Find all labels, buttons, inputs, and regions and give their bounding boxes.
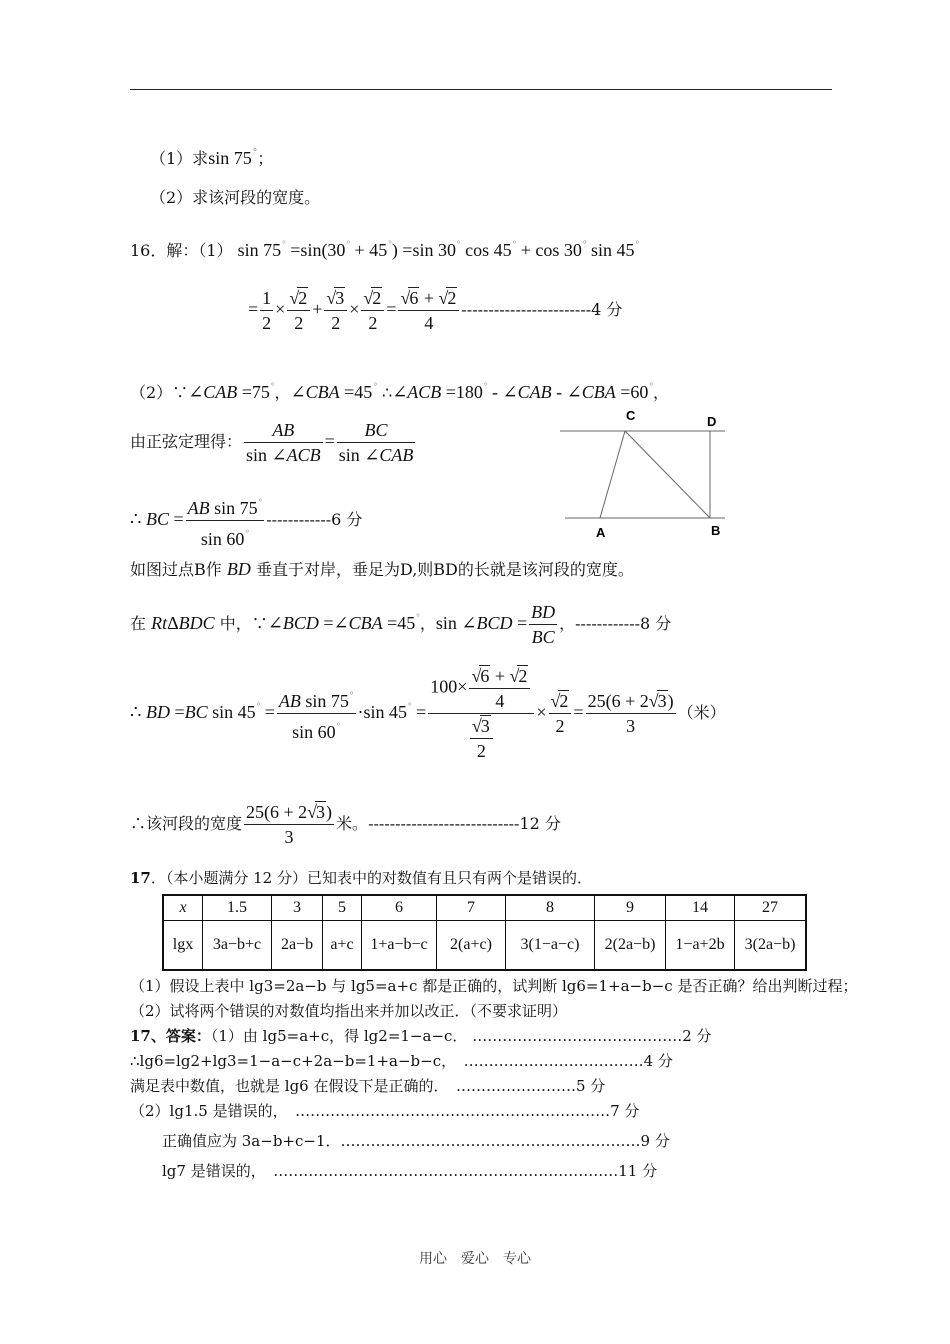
table-cell: 3a−b+c [203, 921, 272, 971]
q16-sine-law: 由正弦定理得： $\frac{AB}{\text{sin ∠ACB}}$ = $\frac{BC}{\text{sin ∠CAB}}$ [130, 420, 414, 465]
table-cell: 9 [595, 895, 666, 921]
q16-part2: （2）求该河段的宽度。 [150, 188, 321, 207]
q16-part1: （1）求sin 75°； [150, 148, 274, 168]
header-rule [130, 89, 832, 90]
q17-answer2: ∴lg6=lg2+lg3=1−a−c+2a−b=1+a−b−c， ………………………………4 分 [130, 1052, 673, 1070]
table-cell: 5 [323, 895, 362, 921]
table-cell: 1+a−b−c [362, 921, 437, 971]
table-cell: 1.5 [203, 895, 272, 921]
q17-answer1: 17、答案：（1）由 lg5=a+c，得 lg2=1−a−c． ……………………………………2 分 [130, 1027, 712, 1045]
label-B: B [711, 523, 721, 538]
table-cell: lgx [163, 921, 203, 971]
q17-answer3: 满足表中数值，也就是 lg6 在假设下是正确的． ……………………5 分 [130, 1077, 606, 1095]
q17-heading: 17．（本小题满分 12 分）已知表中的对数值有且只有两个是错误的． [130, 869, 593, 887]
table-cell: 7 [437, 895, 506, 921]
table-cell: 6 [362, 895, 437, 921]
q16-bd-text: 如图过点B作 BD 垂直于对岸，垂足为D,则BD的长就是该河段的宽度。 [130, 559, 634, 579]
table-cell: a+c [323, 921, 362, 971]
q17-answer4: （2）lg1.5 是错误的， ………………………………………………………7 分 [130, 1102, 640, 1120]
table-cell: 2(2a−b) [595, 921, 666, 971]
q16-bc-formula: ∴ BC = $\frac{AB \sin 75^\circ}{\sin 60^\circ}$ ------------6 分 [130, 490, 362, 551]
table-cell: 2a−b [272, 921, 323, 971]
segment-CB [625, 431, 710, 518]
table-cell: 3 [272, 895, 323, 921]
table-value-row [163, 921, 806, 971]
q16-width-text: ∴该河段的宽度 $\frac{25(6 + 2√3)}{3}$ 米。----------------------------12 分 [130, 802, 561, 847]
q16-solution-line1: 16．解：（1） sin 75° =sin(30° + 45°) =sin 30° cos 45° + cos 30° sin 45° [130, 239, 640, 260]
table-cell: 27 [735, 895, 807, 921]
q17-question1: （1）假设上表中 lg3=2a−b 与 lg5=a+c 都是正确的，试判断 lg6=1+a−b−c 是否正确？给出判断过程； [130, 977, 858, 995]
table-cell: 3(1−a−c) [506, 921, 595, 971]
table-cell: 1−a+2b [666, 921, 735, 971]
q16-rt-text: 在 RtΔBDC 中，∵∠BCD =∠CBA =45°，sin ∠BCD = $\frac{BD}{BC}$ ，------------8 分 [130, 602, 672, 647]
table-cell: 8 [506, 895, 595, 921]
q17-question2: （2）试将两个错误的对数值均指出来并加以改正．（不要求证明） [130, 1002, 568, 1020]
table-cell: 2(a+c) [437, 921, 506, 971]
q16-bd-formula: ∴ BD =BC sin 45° = $\frac{AB \sin 75^\circ}{\sin 60^\circ}$ ·sin 45° = 100× $\frac{√6 + √2}{4}$ $\frac{√3}{2}$ × $\frac{√2}{2}$ = $\frac{25(6 + 2√3)}{3}$ （米） [130, 666, 726, 761]
label-C: C [626, 408, 636, 423]
page-footer: 用心 爱心 专心 [419, 1251, 531, 1267]
table-cell: x [163, 895, 203, 921]
table-cell: 3(2a−b) [735, 921, 807, 971]
q17-answer6: lg7 是错误的， ……………………………………………………………11 分 [162, 1162, 658, 1180]
log-table [162, 894, 807, 971]
q17-answer5: 正确值应为 3a−b+c−1．……………………………………………………9 分 [162, 1132, 670, 1150]
q16-sol2-line: （2）∵∠CAB =75°，∠CBA =45° ∴∠ACB =180° - ∠CAB - ∠CBA =60°， [130, 381, 669, 402]
river-figure [555, 405, 730, 545]
label-D: D [707, 414, 717, 429]
table-cell: 14 [666, 895, 735, 921]
q16-sol1-result: = $\frac{1}{2}$ × $\frac{√2}{2}$ + $\frac{√3}{2}$ × $\frac{√2}{2}$ = $\frac{√6 + √2}{4}$ ------------------------4 分 [248, 288, 623, 333]
segment-CA [600, 431, 625, 518]
table-header-row [163, 895, 806, 921]
label-A: A [596, 525, 606, 540]
